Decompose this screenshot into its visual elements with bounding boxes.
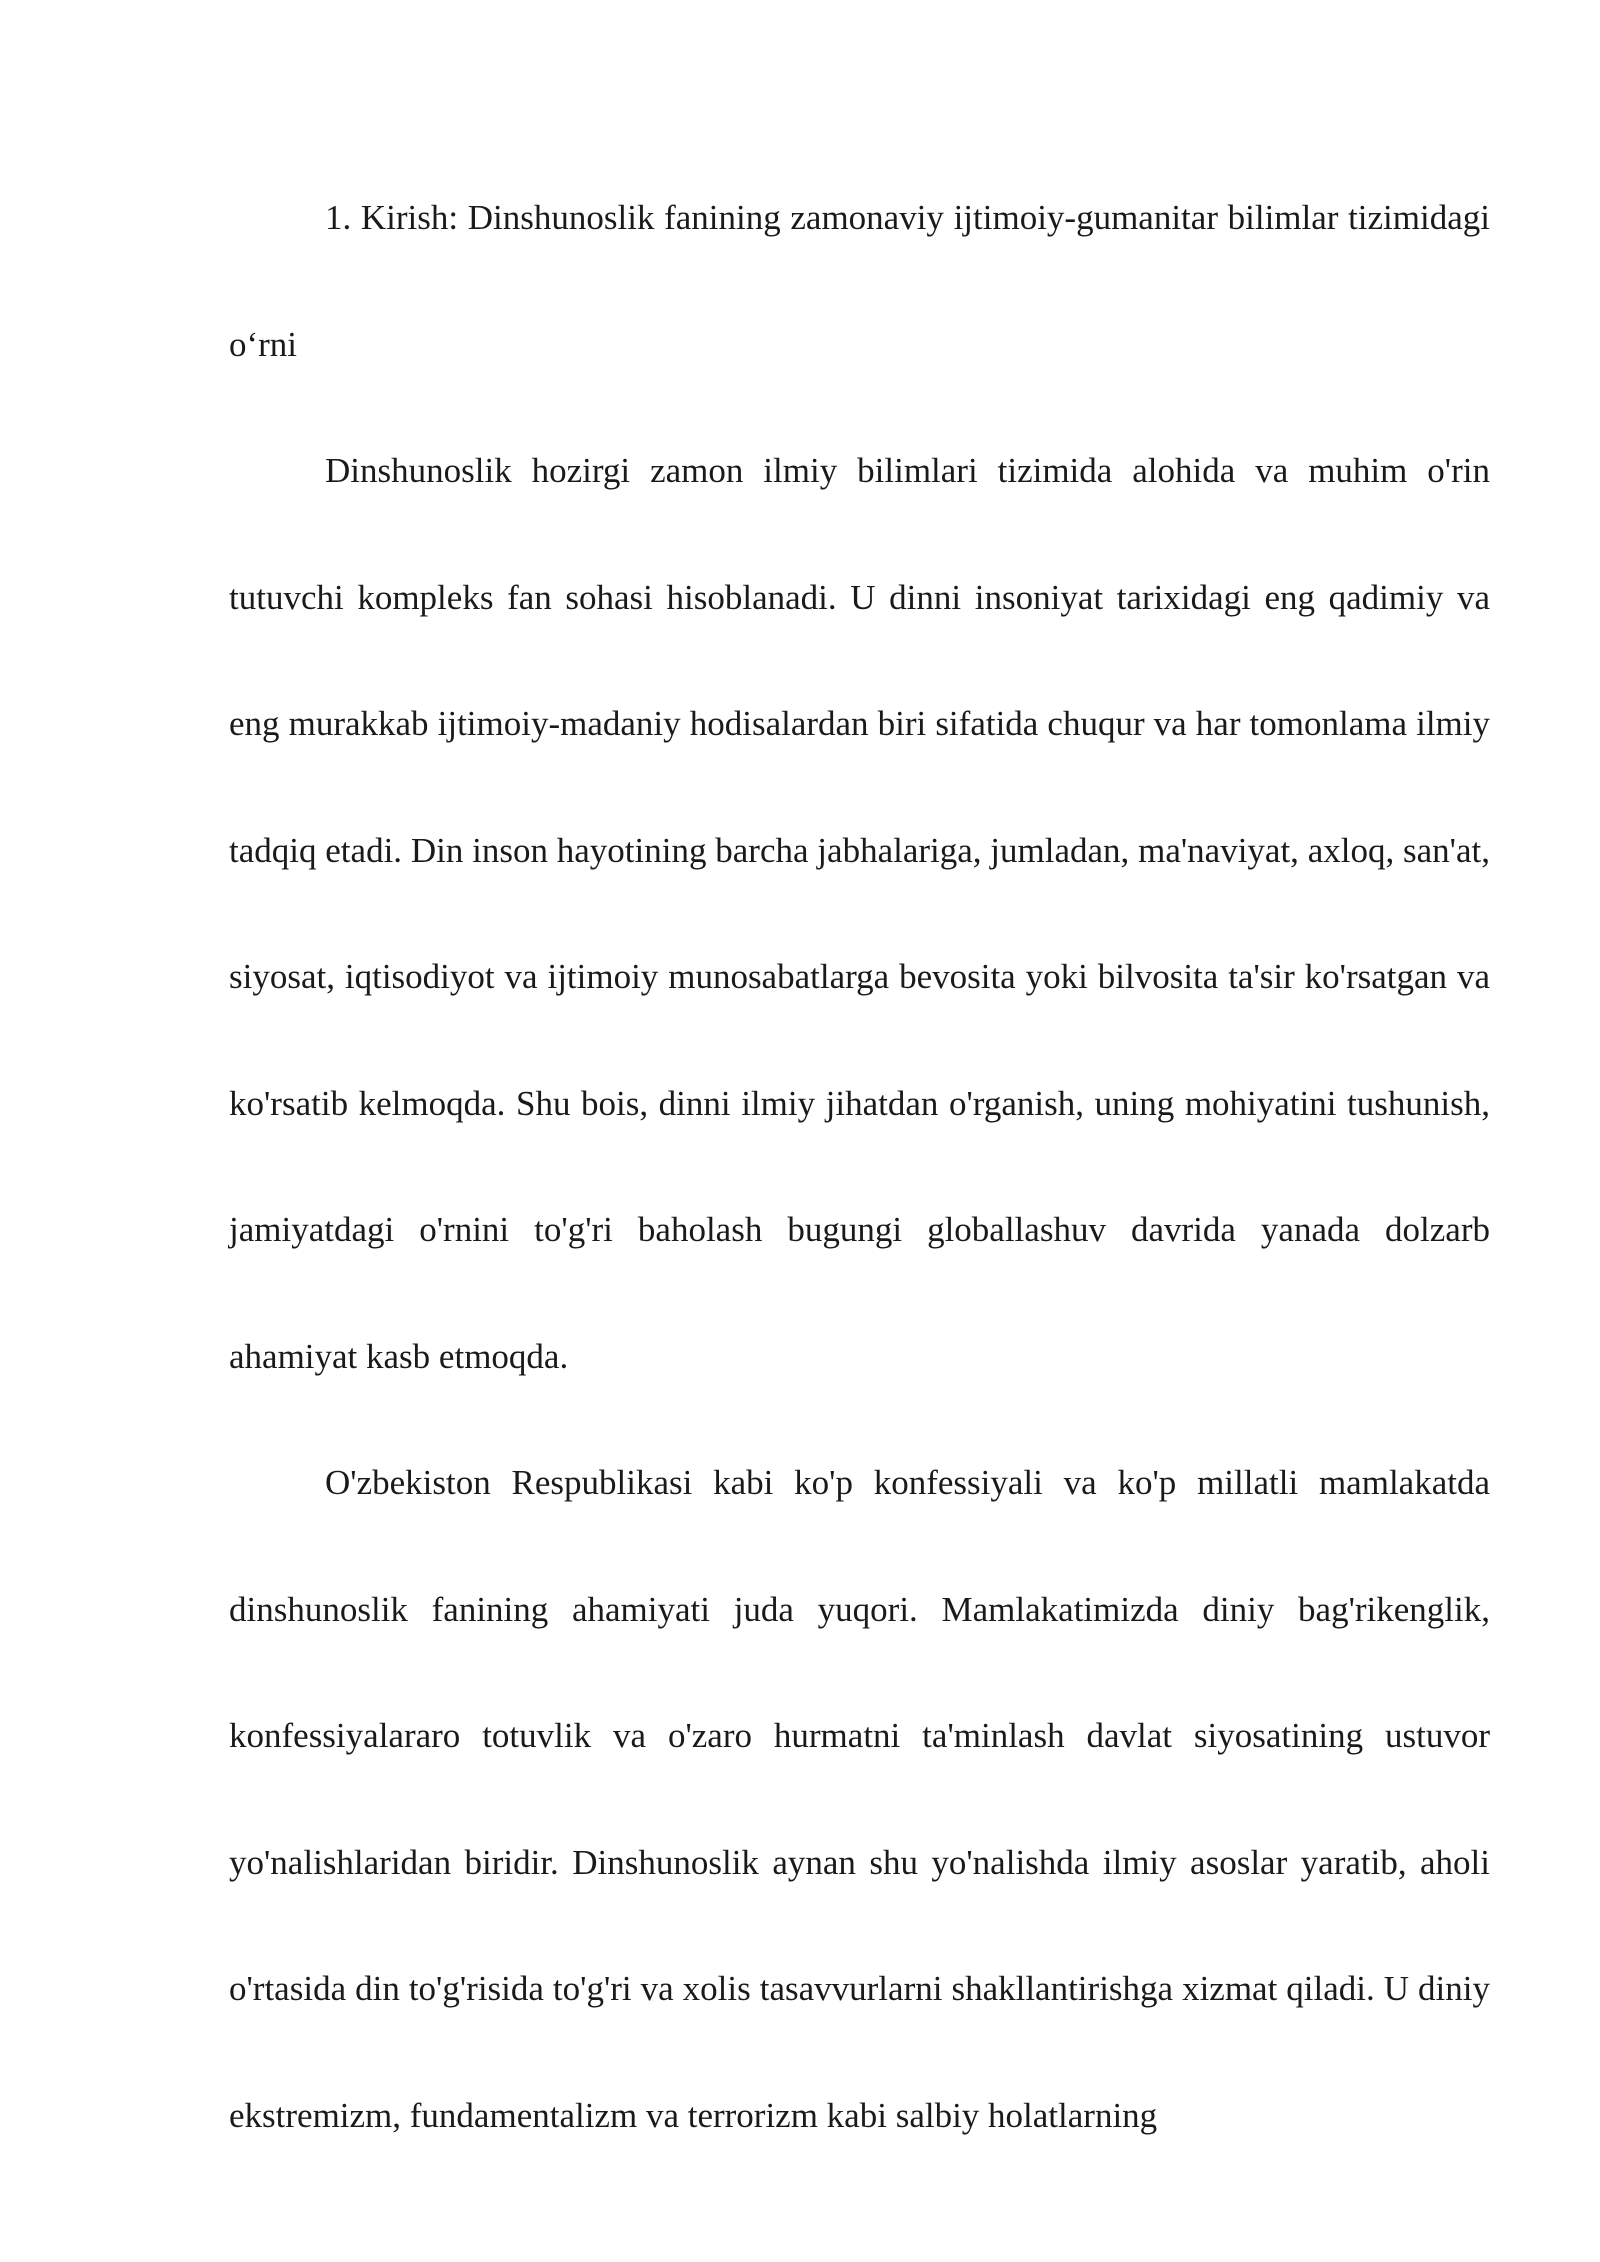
document-body (229, 155, 1490, 2179)
paragraph-2: O'zbekiston Respublikasi kabi ko'p konfessiyali va ko'p millatli mamlakatda dinshunoslik fanining ahamiyati juda yuqori. Mamlakatimizda diniy bag'rikenglik, konfessiyalararo totuvlik va o'zaro hurmatni ta'minlash davlat siyosatining ustuvor yo'nalishlaridan biridir. Dinshunoslik aynan shu yo'nalishda ilmiy asoslar yaratib, aholi o'rtasida din to'g'risida to'g'ri va xolis tasavvurlarni shakllantirishga xizmat qiladi. U diniy ekstremizm, fundamentalizm va terrorizm kabi salbiy holatlarning (229, 1463, 1490, 2135)
section-heading: 1. Kirish: Dinshunoslik fanining zamonaviy ijtimoiy-gumanitar bilimlar tizimidagi o‘rni (229, 198, 1490, 364)
paragraph-1: Dinshunoslik hozirgi zamon ilmiy bilimlari tizimida alohida va muhim o'rin tutuvchi kompleks fan sohasi hisoblanadi. U dinni insoniyat tarixidagi eng qadimiy va eng murakkab ijtimoiy-madaniy hodisalardan biri sifatida chuqur va har tomonlama ilmiy tadqiq etadi. Din inson hayotining barcha jabhalariga, jumladan, ma'naviyat, axloq, san'at, siyosat, iqtisodiyot va ijtimoiy munosabatlarga bevosita yoki bilvosita ta'sir ko'rsatgan va ko'rsatib kelmoqda. Shu bois, dinni ilmiy jihatdan o'rganish, uning mohiyatini tushunish, jamiyatdagi o'rnini to'g'ri baholash bugungi globallashuv davrida yanada dolzarb ahamiyat kasb etmoqda. (229, 451, 1490, 1376)
